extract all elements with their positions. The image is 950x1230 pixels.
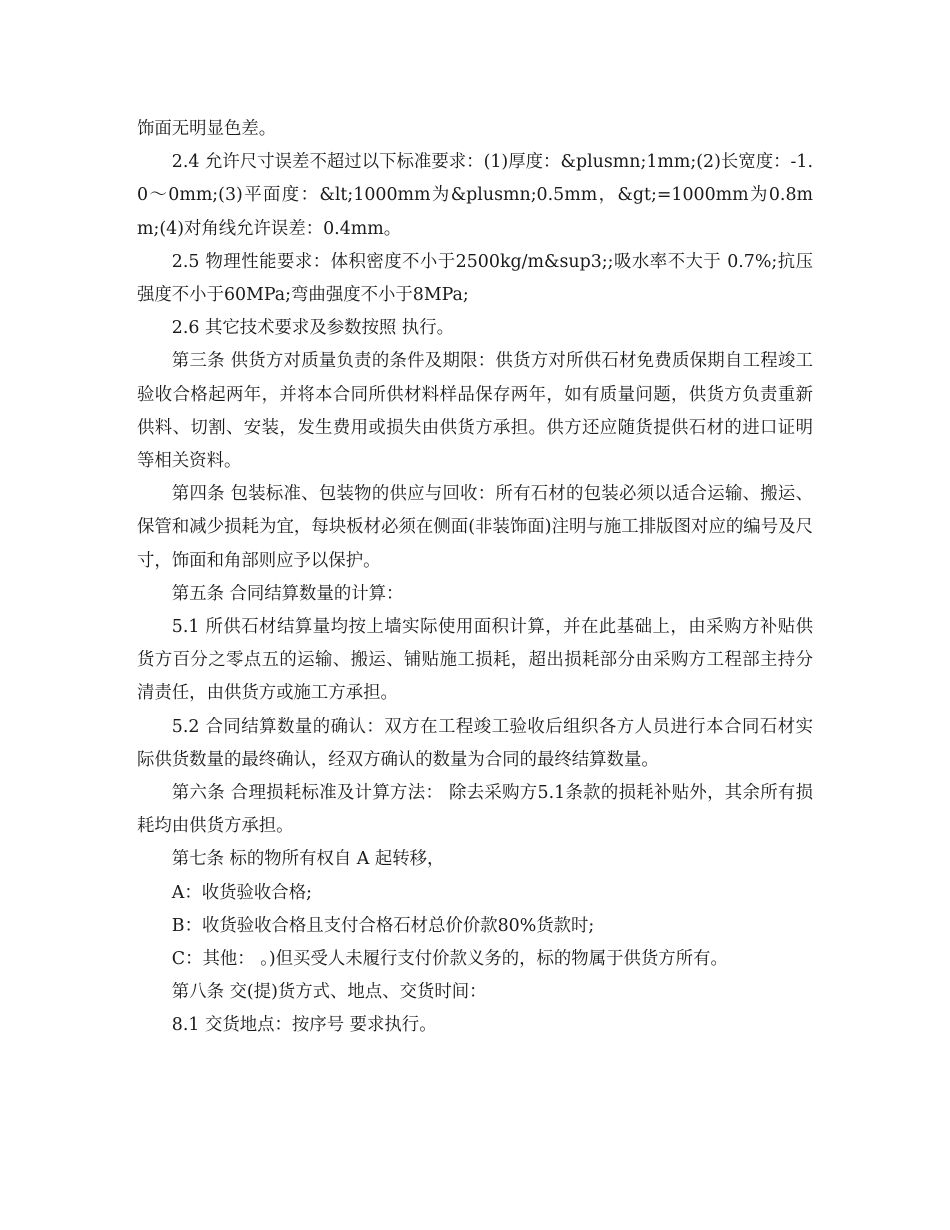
paragraph-continuation: 饰面无明显色差。 <box>137 119 277 139</box>
option-a: A：收货验收合格; <box>171 882 312 903</box>
paragraph-5-1-settlement-quantity: 5.1 所供石材结算量均按上墙实际使用面积计算，并在此基础上，由采购方补贴供货方百分之零点五的运输、搬运、铺贴施工损耗，超出损耗部分由采购方工程部主持分清责任，由供货方或施工方承担。 <box>137 617 813 704</box>
article-5-heading: 第五条 合同结算数量的计算： <box>171 583 404 604</box>
article-3-quality-warranty: 第三条 供货方对质量负责的条件及期限：供货方对所供石材免费质保期自工程竣工验收合格起两年，并将本合同所供材料样品保存两年，如有质量问题，供货方负责重新供料、切割、安装，发生费用或损失由供货方承担。供方还应随货提供石材的进口证明等相关资料。 <box>137 351 813 472</box>
paragraph-8-1-delivery-location: 8.1 交货地点：按序号 要求执行。 <box>171 1015 437 1036</box>
option-c: C：其他： 。)但买受人未履行支付价款义务的，标的物属于供货方所有。 <box>171 949 728 970</box>
option-b: B：收货验收合格且支付合格石材总价价款80%货款时; <box>171 915 595 936</box>
article-6-loss-standard: 第六条 合理损耗标准及计算方法： 除去采购方5.1条款的损耗补贴外，其余所有损耗均由供货方承担。 <box>137 783 813 837</box>
article-7-ownership-transfer: 第七条 标的物所有权自 A 起转移， <box>171 849 445 870</box>
paragraph-2-5-physical-properties: 2.5 物理性能要求：体积密度不小于2500kg/m&sup3;;吸水率不大于 0.7%;抗压强度不小于60MPa;弯曲强度不小于8MPa; <box>137 251 813 306</box>
article-4-packaging: 第四条 包装标准、包装物的供应与回收：所有石材的包装必须以适合运输、搬运、保管和减少损耗为宜，每块板材必须在侧面(非装饰面)注明与施工排版图对应的编号及尺寸，饰面和角部则应予以保护。 <box>137 484 813 571</box>
paragraph-2-4-dimension-tolerance: 2.4 允许尺寸误差不超过以下标准要求：(1)厚度：&plusmn;1mm;(2)长宽度：-1.0～0mm;(3)平面度：&lt;1000mm为&plusmn;0.5mm，&gt;=1000mm为0.8mm;(4)对角线允许误差：0.4mm。 <box>137 152 813 239</box>
paragraph-5-2-quantity-confirmation: 5.2 合同结算数量的确认：双方在工程竣工验收后组织各方人员进行本合同石材实际供货数量的最终确认，经双方确认的数量为合同的最终结算数量。 <box>137 716 813 770</box>
paragraph-2-6-other-requirements: 2.6 其它技术要求及参数按照 执行。 <box>171 318 454 339</box>
contract-body <box>137 113 813 1043</box>
article-8-delivery: 第八条 交(提)货方式、地点、交货时间： <box>171 982 487 1003</box>
